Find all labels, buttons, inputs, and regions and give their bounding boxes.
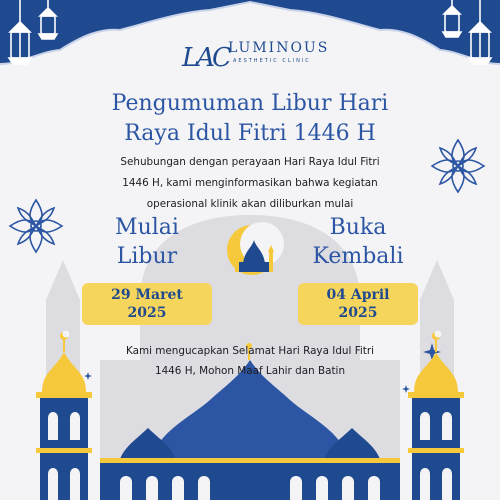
greeting-line: 1446 H, Mohon Maaf Lahir dan Batin (154, 365, 346, 377)
intro-line: operasional klinik akan diliburkan mulai (146, 198, 354, 210)
reopen-date-badge (298, 283, 418, 325)
title-line: Raya Idul Fitri 1446 H (124, 121, 376, 146)
intro-paragraph (85, 152, 415, 215)
intro-line: Sehubungan dengan perayaan Hari Raya Idul Fitri (120, 156, 380, 168)
title-line: Pengumuman Libur Hari (111, 91, 389, 116)
brand-name: LUMINOUS (228, 40, 330, 56)
left-flower-ornament (10, 200, 62, 252)
label-line: Buka (329, 215, 387, 240)
brand-monogram: LAC (182, 43, 229, 73)
date-line: 2025 (127, 305, 167, 321)
reopen-label (298, 213, 418, 271)
date-line: 2025 (338, 305, 378, 321)
label-line: Mulai (115, 215, 179, 240)
closing-greeting (80, 341, 420, 381)
date-line: 29 Maret (111, 287, 183, 303)
greeting-line: Kami mengucapkan Selamat Hari Raya Idul Fitri (125, 345, 375, 357)
label-line: Kembali (312, 244, 404, 269)
holiday-start-label (92, 213, 202, 271)
label-line: Libur (116, 244, 178, 269)
brand-tagline: AESTHETIC CLINIC (233, 58, 311, 64)
date-line: 04 April (326, 287, 390, 303)
holiday-start-date-badge (82, 283, 212, 325)
page-title (60, 89, 440, 149)
intro-line: 1446 H, kami menginformasikan bahwa kegiatan (122, 177, 378, 189)
